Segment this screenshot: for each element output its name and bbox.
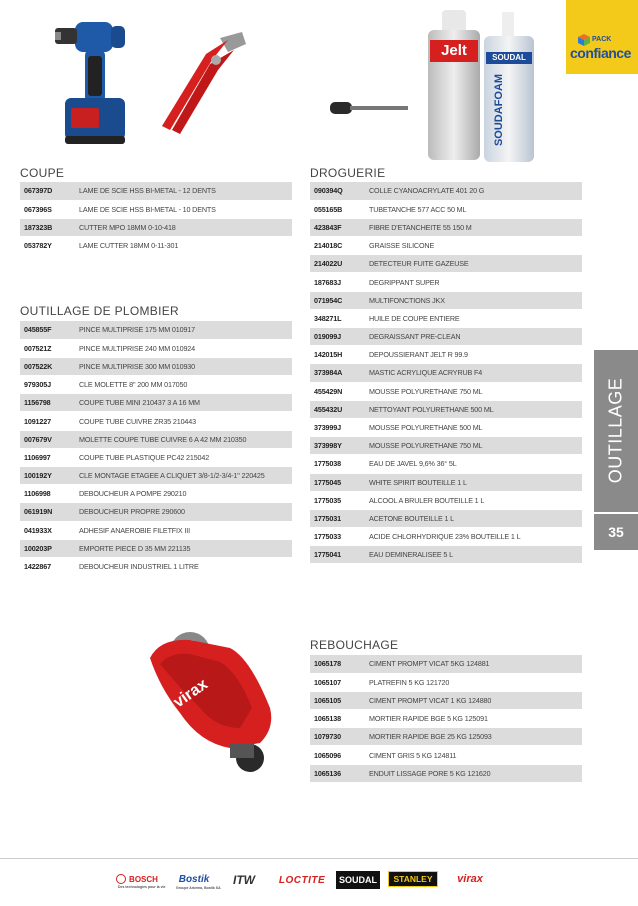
product-desc: ACIDE CHLORHYDRIQUE 23% BOUTEILLE 1 L	[366, 528, 582, 546]
product-ref: 1775031	[310, 509, 366, 527]
soudal-logo-text: SOUDAL	[339, 875, 377, 885]
product-ref: 071954C	[310, 291, 366, 309]
product-ref: 1079730	[310, 728, 366, 746]
table-row	[20, 503, 292, 521]
side-tab-text: OUTILLAGE	[605, 377, 626, 483]
product-desc: EAU DEMINERALISEE 5 L	[366, 546, 582, 564]
bostik-logo-subtext: Groupe Arkema, Bostik SA	[176, 886, 221, 890]
plombier-table	[20, 321, 292, 576]
table-row	[20, 521, 292, 539]
product-desc: ALCOOL A BRULER BOUTEILLE 1 L	[366, 491, 582, 509]
product-desc: LAME CUTTER 18MM 0-11-301	[76, 237, 292, 255]
product-desc: COUPE TUBE MINI 210437 3 A 16 MM	[76, 394, 292, 412]
table-row	[310, 728, 582, 746]
brand-logos	[0, 868, 638, 894]
table-row	[20, 218, 292, 236]
product-desc: HUILE DE COUPE ENTIERE	[366, 309, 582, 327]
product-desc: MULTIFONCTIONS JKX	[366, 291, 582, 309]
product-ref: 1065178	[310, 655, 366, 673]
product-ref: 1775033	[310, 528, 366, 546]
product-ref: 187683J	[310, 273, 366, 291]
product-desc: MOUSSE POLYURETHANE 750 ML	[366, 382, 582, 400]
product-ref: 214018C	[310, 237, 366, 255]
table-row	[310, 364, 582, 382]
itw-logo-text: ITW	[233, 873, 255, 887]
product-desc: NETTOYANT POLYURETHANE 500 ML	[366, 400, 582, 418]
product-ref: 1065096	[310, 746, 366, 764]
table-row	[310, 309, 582, 327]
product-ref: 1106997	[20, 448, 76, 466]
footer-divider	[0, 858, 638, 859]
product-desc: DEBOUCHEUR A POMPE 290210	[76, 485, 292, 503]
product-ref: 1106998	[20, 485, 76, 503]
bostik-logo	[170, 870, 221, 890]
product-ref: 1065107	[310, 673, 366, 691]
table-row	[310, 255, 582, 273]
table-row	[310, 710, 582, 728]
stanley-logo	[388, 871, 438, 887]
rebouchage-table	[310, 655, 582, 783]
product-desc: LAME DE SCIE HSS BI-METAL - 12 DENTS	[76, 182, 292, 200]
bostik-logo-text: Bostik	[178, 873, 210, 885]
side-tab-label	[594, 350, 638, 510]
product-ref: 1156798	[20, 394, 76, 412]
product-ref: 373998Y	[310, 437, 366, 455]
virax-cutter-label: virax	[170, 675, 211, 712]
product-desc: DEBOUCHEUR PROPRE 290600	[76, 503, 292, 521]
product-ref: 373984A	[310, 364, 366, 382]
product-ref: 142015H	[310, 346, 366, 364]
product-desc: PINCE MULTIPRISE 240 MM 010924	[76, 339, 292, 357]
product-desc: CLE MONTAGE ETAGEE A CLIQUET 3/8-1/2-3/4-1" 220425	[76, 467, 292, 485]
product-ref: 1775041	[310, 546, 366, 564]
product-desc: COLLE CYANOACRYLATE 401 20 G	[366, 182, 582, 200]
table-row	[310, 491, 582, 509]
loctite-logo-text: LOCTITE	[278, 874, 326, 886]
table-row	[310, 655, 582, 673]
product-ref: 067397D	[20, 182, 76, 200]
table-row	[20, 467, 292, 485]
product-desc: GRAISSE SILICONE	[366, 237, 582, 255]
product-ref: 100192Y	[20, 467, 76, 485]
product-ref: 455432U	[310, 400, 366, 418]
product-desc: PLATREFIN 5 KG 121720	[366, 673, 582, 691]
table-row	[310, 746, 582, 764]
badge-pack-text: PACK	[592, 36, 612, 43]
product-desc: PINCE MULTIPRISE 300 MM 010930	[76, 357, 292, 375]
product-desc: TUBETANCHE 577 ACC 50 ML	[366, 200, 582, 218]
bosch-logo-text: BOSCH	[129, 874, 158, 884]
product-ref: 1091227	[20, 412, 76, 430]
droguerie-section-title: DROGUERIE	[310, 166, 386, 180]
table-row	[310, 528, 582, 546]
product-ref: 373999J	[310, 418, 366, 436]
badge-confiance-text: confiance	[570, 45, 631, 61]
table-row	[310, 200, 582, 218]
product-desc: CUTTER MPO 18MM 0-10-418	[76, 218, 292, 236]
multi-grip-pliers-image	[150, 30, 250, 140]
product-ref: 1065105	[310, 691, 366, 709]
droguerie-table	[310, 182, 582, 564]
virax-logo	[448, 871, 492, 887]
product-ref: 187323B	[20, 218, 76, 236]
bosch-logo	[112, 870, 166, 889]
product-desc: DEGRAISSANT PRE-CLEAN	[366, 328, 582, 346]
table-row	[310, 418, 582, 436]
product-ref: 979305J	[20, 376, 76, 394]
product-desc: PINCE MULTIPRISE 175 MM 010917	[76, 321, 292, 339]
table-row	[310, 346, 582, 364]
table-row	[20, 394, 292, 412]
product-ref: 053782Y	[20, 237, 76, 255]
product-ref: 007521Z	[20, 339, 76, 357]
table-row	[310, 237, 582, 255]
rebouchage-section-title: REBOUCHAGE	[310, 638, 399, 652]
table-row	[310, 291, 582, 309]
table-row	[310, 764, 582, 782]
tube-cutter-image	[120, 618, 290, 778]
coupe-section-title: COUPE	[20, 166, 65, 180]
jelt-spray-can-image	[428, 10, 480, 160]
product-desc: COUPE TUBE CUIVRE ZR35 210443	[76, 412, 292, 430]
table-row	[20, 339, 292, 357]
soudal-logo	[336, 871, 380, 889]
product-desc: MOLETTE COUPE TUBE CUIVRE 6 A 42 MM 210350	[76, 430, 292, 448]
product-ref: 067396S	[20, 200, 76, 218]
stanley-logo-text: STANLEY	[393, 874, 433, 884]
product-desc: WHITE SPIRIT BOUTEILLE 1 L	[366, 473, 582, 491]
soudafoam-name-label: SOUDAFOAM	[493, 73, 506, 147]
itw-logo	[228, 872, 260, 888]
virax-logo-text: virax	[457, 873, 483, 885]
table-row	[20, 237, 292, 255]
product-desc: CIMENT GRIS 5 KG 124811	[366, 746, 582, 764]
product-desc: EAU DE JAVEL 9,6% 36° 5L	[366, 455, 582, 473]
product-desc: ADHESIF ANAEROBIE FILETFIX III	[76, 521, 292, 539]
product-desc: LAME DE SCIE HSS BI-METAL - 10 DENTS	[76, 200, 292, 218]
product-ref: 1065138	[310, 710, 366, 728]
plombier-section-title: OUTILLAGE DE PLOMBIER	[20, 304, 180, 318]
table-row	[310, 455, 582, 473]
product-desc: COUPE TUBE PLASTIQUE PC42 215042	[76, 448, 292, 466]
product-desc: ENDUIT LISSAGE PORE 5 KG 121620	[366, 764, 582, 782]
product-ref: 007522K	[20, 357, 76, 375]
screwdriver-image	[330, 96, 410, 126]
product-desc: DEBOUCHEUR INDUSTRIEL 1 LITRE	[76, 557, 292, 575]
product-desc: CIMENT PROMPT VICAT 5KG 124881	[366, 655, 582, 673]
side-tab-divider	[594, 512, 638, 514]
product-desc: CIMENT PROMPT VICAT 1 KG 124880	[366, 691, 582, 709]
table-row	[310, 273, 582, 291]
product-desc: CLE MOLETTE 8" 200 MM 017050	[76, 376, 292, 394]
table-row	[20, 182, 292, 200]
product-ref: 041933X	[20, 521, 76, 539]
table-row	[310, 509, 582, 527]
loctite-logo	[276, 872, 328, 888]
product-ref: 007679V	[20, 430, 76, 448]
product-ref: 045855F	[20, 321, 76, 339]
product-ref: 1775038	[310, 455, 366, 473]
product-desc: MOUSSE POLYURETHANE 500 ML	[366, 418, 582, 436]
table-row	[310, 218, 582, 236]
table-row	[310, 328, 582, 346]
cordless-drill-image	[55, 8, 135, 148]
table-row	[310, 546, 582, 564]
bosch-ring-icon	[116, 874, 126, 884]
table-row	[20, 557, 292, 575]
product-ref: 055165B	[310, 200, 366, 218]
table-row	[20, 485, 292, 503]
product-ref: 455429N	[310, 382, 366, 400]
product-ref: 1775045	[310, 473, 366, 491]
product-ref: 1065136	[310, 764, 366, 782]
table-row	[20, 200, 292, 218]
product-desc: MASTIC ACRYLIQUE ACRYRUB F4	[366, 364, 582, 382]
table-row	[310, 691, 582, 709]
product-desc: DETECTEUR FUITE GAZEUSE	[366, 255, 582, 273]
product-desc: MORTIER RAPIDE BGE 5 KG 125091	[366, 710, 582, 728]
bosch-logo-subtext: Des technologies pour la vie	[118, 885, 166, 889]
product-desc: ACETONE BOUTEILLE 1 L	[366, 509, 582, 527]
product-ref: 1422867	[20, 557, 76, 575]
table-row	[20, 412, 292, 430]
product-ref: 019099J	[310, 328, 366, 346]
product-desc: DEPOUSSIERANT JELT R 99.9	[366, 346, 582, 364]
table-row	[310, 182, 582, 200]
jelt-brand-label: Jelt	[430, 40, 478, 62]
table-row	[20, 357, 292, 375]
product-ref: 214022U	[310, 255, 366, 273]
product-desc: EMPORTE PIECE D 35 MM 221135	[76, 539, 292, 557]
product-desc: FIBRE D'ETANCHEITE 55 150 M	[366, 218, 582, 236]
product-desc: MORTIER RAPIDE BGE 25 KG 125093	[366, 728, 582, 746]
product-ref: 061919N	[20, 503, 76, 521]
product-desc: DEGRIPPANT SUPER	[366, 273, 582, 291]
product-ref: 348271L	[310, 309, 366, 327]
table-row	[310, 673, 582, 691]
table-row	[310, 400, 582, 418]
table-row	[20, 430, 292, 448]
coupe-table	[20, 182, 292, 255]
table-row	[20, 539, 292, 557]
page-number: 35	[608, 524, 624, 540]
table-row	[20, 448, 292, 466]
product-ref: 423843F	[310, 218, 366, 236]
product-desc: MOUSSE POLYURETHANE 750 ML	[366, 437, 582, 455]
soudafoam-can-image	[484, 12, 534, 162]
product-ref: 1775035	[310, 491, 366, 509]
table-row	[310, 437, 582, 455]
soudal-brand-label: SOUDAL	[486, 52, 532, 64]
table-row	[310, 473, 582, 491]
product-ref: 090394Q	[310, 182, 366, 200]
product-ref: 100203P	[20, 539, 76, 557]
table-row	[310, 382, 582, 400]
table-row	[20, 376, 292, 394]
table-row	[20, 321, 292, 339]
